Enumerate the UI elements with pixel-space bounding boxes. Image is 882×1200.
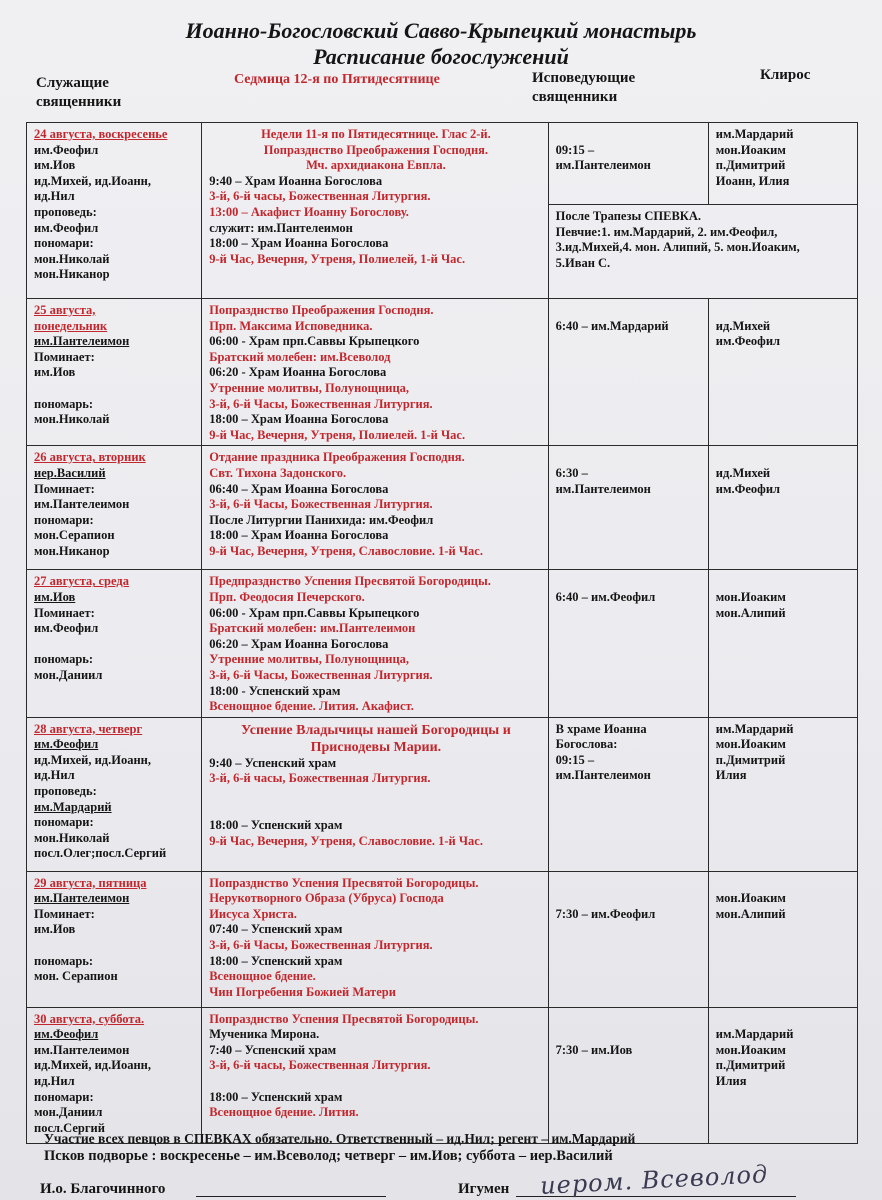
- service-line: 3-й, 6-й часы, Божественная Литургия.: [209, 771, 431, 786]
- service-line: 9:40 – Успенский храм: [209, 755, 337, 770]
- blagochinny-label: И.о. Благочинного: [40, 1181, 166, 1197]
- clergy-cell: [27, 299, 202, 446]
- confessor-line: Богослова:: [555, 737, 618, 752]
- service-line: 9-й Час, Вечерня, Утреня, Полиелей. 1-й Час.: [209, 427, 466, 442]
- kliros-cell: [708, 446, 857, 570]
- spevka-line: После Трапезы СПЕВКА.: [555, 209, 702, 223]
- service-line: Попразднство Преображения Господня.: [209, 303, 434, 317]
- clergy-cell: [27, 717, 202, 871]
- kliros-line: им.Феофил: [715, 334, 781, 349]
- clergy-line: ид.Михей, ид.Иоанн,: [34, 1058, 151, 1073]
- service-line: 18:00 - Успенский храм: [209, 683, 341, 698]
- service-line: 3-й, 6-й Часы, Божественная Литургия.: [209, 396, 433, 411]
- col-header-clergy: [36, 74, 121, 112]
- confessor-line: 6:30 –: [555, 465, 588, 480]
- table-row: [27, 123, 858, 205]
- service-line: Приснодевы Марии.: [310, 739, 442, 755]
- day-date: 26 августа, вторник: [34, 450, 146, 465]
- service-line: служит: им.Пантелеимон: [209, 220, 353, 235]
- service-line: Утренние молитвы, Полунощница,: [209, 380, 410, 395]
- service-line: 07:40 – Успенский храм: [209, 922, 343, 937]
- service-line: 3-й, 6-й Часы, Божественная Литургия.: [209, 938, 433, 953]
- clergy-line: мон. Серапион: [34, 969, 118, 984]
- service-line: Прп. Феодосия Печерского.: [209, 589, 365, 604]
- clergy-cell: [27, 123, 202, 299]
- clergy-line: пономари:: [34, 1089, 94, 1104]
- clergy-line: посл.Сергий: [34, 1120, 105, 1135]
- service-line: Всенощное бдение.: [209, 969, 316, 984]
- service-line: 3-й, 6-й часы, Божественная Литургия.: [209, 189, 431, 204]
- clergy-line: мон.Николай: [34, 830, 110, 845]
- service-line: 18:00 – Храм Иоанна Богослова: [209, 236, 389, 251]
- kliros-line: им.Мардарий: [715, 721, 794, 736]
- clergy-line: ид.Нил: [34, 189, 75, 204]
- confessor-cell: [548, 570, 708, 717]
- service-line: 18:00 – Успенский храм: [209, 953, 343, 968]
- day-date: 25 августа, понедельник: [34, 303, 108, 333]
- services-cell: [202, 299, 548, 446]
- kliros-cell: [708, 717, 857, 871]
- clergy-line: ид.Нил: [34, 1074, 75, 1089]
- service-line: Попразднство Успения Пресвятой Богородицы.: [209, 1011, 479, 1026]
- footer-note-spevka: Участие всех певцов в СПЕВКАХ обязательно. Ответственный – ид.Нил; регент – им.Мардарий: [44, 1131, 636, 1146]
- clergy-line: им.Феофил: [34, 220, 99, 235]
- service-line: Успение Владычицы нашей Богородицы и: [241, 722, 511, 738]
- confessor-line: 7:30 – им.Иов: [555, 1042, 633, 1057]
- table-row: [27, 299, 858, 446]
- kliros-line: Илия: [715, 1074, 747, 1089]
- service-line: 18:00 – Успенский храм: [209, 818, 343, 833]
- clergy-line: пономари:: [34, 815, 94, 830]
- kliros-line: мон.Иоаким: [715, 589, 786, 604]
- clergy-line: посл.Олег;посл.Сергий: [34, 846, 167, 861]
- sedmitsa-label: Седмица 12-я по Пятидесятнице: [234, 72, 440, 87]
- confessor-line: им.Пантелеимон: [555, 158, 651, 173]
- kliros-line: п.Димитрий: [715, 752, 786, 767]
- clergy-line: Поминает:: [34, 906, 95, 921]
- igumen-label: Игумен: [458, 1181, 510, 1197]
- service-line: Братский молебен: им.Пантелеимон: [209, 621, 416, 636]
- kliros-line: мон.Алипий: [715, 906, 786, 921]
- clergy-line: мон.Никанор: [34, 543, 110, 558]
- clergy-cell: [27, 1007, 202, 1143]
- service-line: Нерукотворного Образа (Убруса) Господа: [209, 891, 444, 906]
- clergy-line: проповедь:: [34, 204, 97, 219]
- clergy-line: им.Иов: [34, 922, 76, 937]
- table-row: [27, 871, 858, 1007]
- day-date: 30 августа, суббота.: [34, 1011, 145, 1026]
- day-date: 27 августа, среда: [34, 574, 129, 589]
- confessor-cell: [548, 299, 708, 446]
- service-line: Иисуса Христа.: [209, 906, 297, 921]
- spevka-line: 5.Иван С.: [555, 255, 611, 270]
- kliros-line: мон.Иоаким: [715, 1042, 786, 1057]
- services-cell: [202, 446, 548, 570]
- services-cell: [202, 570, 548, 717]
- clergy-line: пономари:: [34, 512, 94, 527]
- confessor-line: 09:15 –: [555, 142, 595, 157]
- services-cell: [202, 871, 548, 1007]
- clergy-line: им.Пантелеимон: [34, 1042, 130, 1057]
- clergy-cell: [27, 570, 202, 717]
- service-line: Мученика Мирона.: [209, 1027, 320, 1042]
- kliros-line: мон.Алипий: [715, 605, 786, 620]
- service-line: Недели 11-я по Пятидесятнице. Глас 2-й.: [261, 127, 491, 141]
- spevka-line: 3.ид.Михей,4. мон. Алипий, 5. мон.Иоаким,: [555, 240, 800, 255]
- kliros-line: им.Феофил: [715, 481, 781, 496]
- col-header-clergy-line2: священники: [36, 94, 122, 110]
- col-header-confessors-line1: Исповедующие: [532, 70, 636, 86]
- clergy-line: мон.Никанор: [34, 267, 110, 282]
- confessor-line: им.Пантелеимон: [555, 481, 651, 496]
- kliros-line: Илия: [715, 768, 747, 783]
- services-cell: [202, 717, 548, 871]
- confessor-cell: [548, 446, 708, 570]
- service-line: Мч. архидиакона Евпла.: [306, 158, 446, 173]
- clergy-line: пономари:: [34, 236, 94, 251]
- col-header-confessors: [532, 69, 635, 107]
- service-line: Отдание праздника Преображения Господня.: [209, 450, 465, 465]
- service-line: 06:20 – Храм Иоанна Богослова: [209, 636, 389, 651]
- clergy-line: им.Мардарий: [34, 799, 112, 814]
- service-line: После Литургии Панихида: им.Феофил: [209, 512, 434, 527]
- service-line: 18:00 – Храм Иоанна Богослова: [209, 412, 389, 427]
- kliros-line: Иоанн, Илия: [715, 173, 790, 188]
- service-line: 06:00 - Храм прп.Саввы Крыпецкого: [209, 605, 420, 620]
- monastery-title: Иоанно-Богословский Савво-Крыпецкий монастырь: [185, 18, 697, 43]
- clergy-line: пономарь:: [34, 396, 94, 411]
- confessor-line: В храме Иоанна: [555, 721, 647, 736]
- services-cell: [202, 123, 548, 299]
- kliros-line: ид.Михей: [715, 465, 771, 480]
- clergy-line: ид.Нил: [34, 768, 75, 783]
- day-date: 28 августа, четверг: [34, 721, 143, 736]
- service-line: Попразднство Успения Пресвятой Богородицы.: [209, 875, 479, 890]
- clergy-line: им.Пантелеимон: [34, 891, 130, 906]
- clergy-line: пономарь:: [34, 953, 94, 968]
- service-line: 9-й Час, Вечерня, Утреня, Славословие. 1-й Час.: [209, 833, 483, 848]
- confessor-line: 6:40 – им.Мардарий: [555, 318, 669, 333]
- clergy-line: пономарь:: [34, 652, 94, 667]
- kliros-line: п.Димитрий: [715, 1058, 786, 1073]
- service-line: Утренние молитвы, Полунощница,: [209, 652, 410, 667]
- kliros-line: п.Димитрий: [715, 158, 786, 173]
- service-line: 3-й, 6-й Часы, Божественная Литургия.: [209, 667, 433, 682]
- service-line: Предпразднство Успения Пресвятой Богородицы.: [209, 574, 491, 589]
- kliros-line: мон.Иоаким: [715, 737, 786, 752]
- clergy-line: им.Феофил: [34, 142, 99, 157]
- day-date: 29 августа, пятница: [34, 875, 147, 890]
- kliros-cell: [708, 570, 857, 717]
- service-line: Братский молебен: им.Всеволод: [209, 349, 391, 364]
- service-line: 9-й Час, Вечерня, Утреня, Славословие. 1-й Час.: [209, 543, 483, 558]
- service-line: 06:20 - Храм Иоанна Богослова: [209, 365, 387, 380]
- clergy-line: мон.Даниил: [34, 1105, 103, 1120]
- kliros-line: мон.Иоаким: [715, 142, 786, 157]
- kliros-line: им.Мардарий: [715, 1027, 794, 1042]
- clergy-line: им.Пантелеимон: [34, 497, 130, 512]
- clergy-line: мон.Николай: [34, 412, 110, 427]
- service-line: 3-й, 6-й часы, Божественная Литургия.: [209, 1058, 431, 1073]
- service-line: Свт. Тихона Задонского.: [209, 465, 347, 480]
- confessor-line: 6:40 – им.Феофил: [555, 589, 656, 604]
- service-line: 9-й Час, Вечерня, Утреня, Полиелей, 1-й Час.: [209, 251, 466, 266]
- service-line: Чин Погребения Божией Матери: [209, 984, 396, 999]
- clergy-line: ид.Михей, ид.Иоанн,: [34, 173, 151, 188]
- confessor-cell: [548, 1007, 708, 1143]
- spevka-cell: [548, 205, 857, 299]
- kliros-line: ид.Михей: [715, 318, 771, 333]
- clergy-line: им.Иов: [34, 589, 76, 604]
- clergy-line: им.Феофил: [34, 621, 99, 636]
- clergy-line: Поминает:: [34, 349, 95, 364]
- service-line: Попразднство Преображения Господня.: [263, 142, 489, 157]
- service-line: 06:40 – Храм Иоанна Богослова: [209, 481, 389, 496]
- service-line: 18:00 – Успенский храм: [209, 1089, 343, 1104]
- service-line: 9:40 – Храм Иоанна Богослова: [209, 173, 383, 188]
- clergy-line: мон.Серапион: [34, 528, 115, 543]
- kliros-line: им.Мардарий: [715, 127, 794, 141]
- table-row: [27, 717, 858, 871]
- service-line: Всенощное бдение. Лития.: [209, 1105, 359, 1120]
- confessor-line: 09:15 –: [555, 752, 595, 767]
- day-date: 24 августа, воскресенье: [34, 127, 168, 141]
- service-line: 3-й, 6-й Часы, Божественная Литургия.: [209, 497, 433, 512]
- service-line: 06:00 - Храм прп.Саввы Крыпецкого: [209, 334, 420, 349]
- clergy-cell: [27, 871, 202, 1007]
- clergy-line: Поминает:: [34, 605, 95, 620]
- clergy-cell: [27, 446, 202, 570]
- spevka-line: Певчие:1. им.Мардарий, 2. им.Феофил,: [555, 224, 778, 239]
- kliros-cell: [708, 299, 857, 446]
- col-header-kliros: Клирос: [760, 67, 811, 83]
- services-cell: [202, 1007, 548, 1143]
- kliros-cell: [708, 871, 857, 1007]
- confessor-line: им.Пантелеимон: [555, 768, 651, 783]
- confessor-cell: [548, 717, 708, 871]
- service-line: 18:00 – Храм Иоанна Богослова: [209, 528, 389, 543]
- clergy-line: мон.Николай: [34, 251, 110, 266]
- service-line: Прп. Максима Исповедника.: [209, 318, 373, 333]
- clergy-line: проповедь:: [34, 784, 97, 799]
- clergy-line: иер.Василий: [34, 465, 106, 480]
- table-row: [27, 1007, 858, 1143]
- col-header-confessors-line2: священники: [532, 89, 618, 105]
- kliros-cell: [708, 1007, 857, 1143]
- col-header-clergy-line1: Служащие: [36, 75, 109, 91]
- clergy-line: ид.Михей, ид.Иоанн,: [34, 752, 151, 767]
- clergy-line: им.Феофил: [34, 1027, 99, 1042]
- footer-note-pskov: Псков подворье : воскресенье – им.Всеволод; четверг – им.Иов; суббота – иер.Василий: [44, 1148, 613, 1164]
- confessor-line: 7:30 – им.Феофил: [555, 906, 656, 921]
- clergy-line: Поминает:: [34, 481, 95, 496]
- clergy-line: мон.Даниил: [34, 667, 103, 682]
- clergy-line: им.Иов: [34, 365, 76, 380]
- table-row: [27, 446, 858, 570]
- service-line: 13:00 – Акафист Иоанну Богослову.: [209, 204, 409, 219]
- schedule-table: [26, 122, 858, 1144]
- table-row: [27, 570, 858, 717]
- clergy-line: им.Иов: [34, 158, 76, 173]
- service-line: 7:40 – Успенский храм: [209, 1042, 337, 1057]
- kliros-cell: [708, 123, 857, 205]
- service-line: Всенощное бдение. Лития. Акафист.: [209, 699, 414, 714]
- confessor-cell: [548, 123, 708, 205]
- clergy-line: им.Пантелеимон: [34, 334, 130, 349]
- schedule-subtitle: Расписание богослужений: [313, 44, 569, 69]
- blagochinny-signature-line: [196, 1196, 386, 1197]
- handwritten-signature: иером. Всеволод: [539, 1160, 769, 1200]
- kliros-line: мон.Иоаким: [715, 891, 786, 906]
- confessor-cell: [548, 871, 708, 1007]
- clergy-line: им.Феофил: [34, 737, 99, 752]
